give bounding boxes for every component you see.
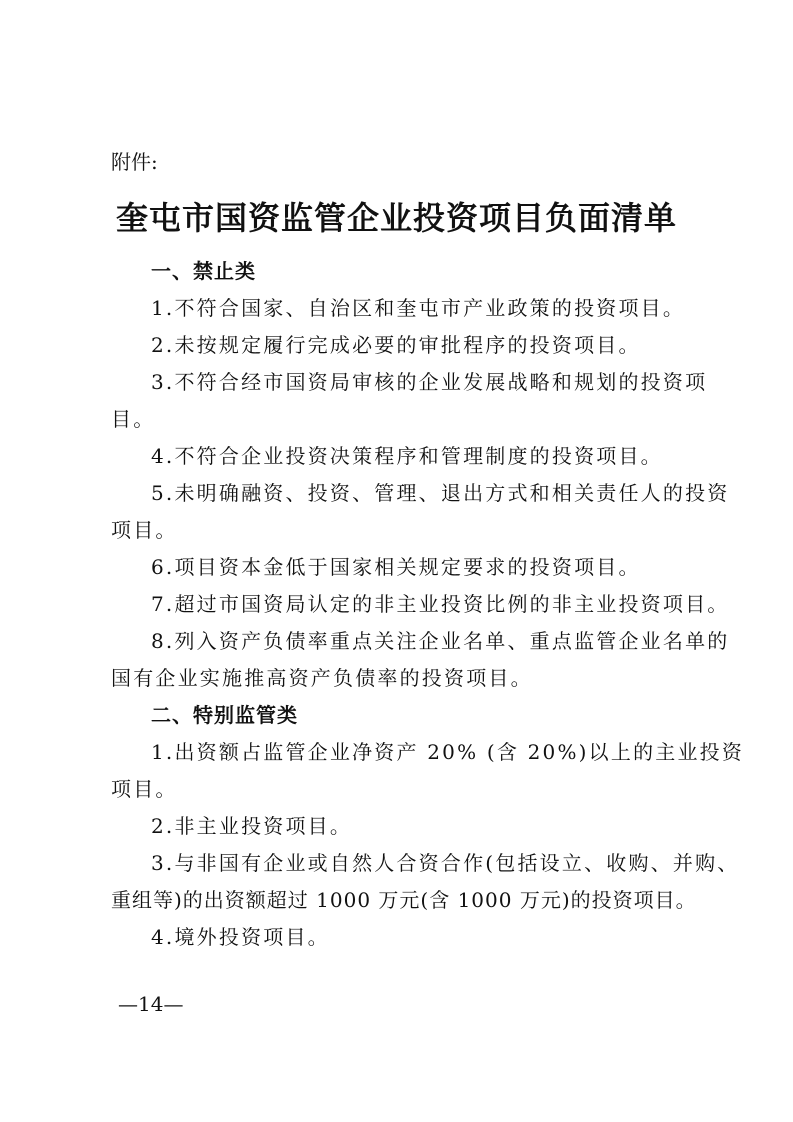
paragraph-line: 4.境外投资项目。 [151, 925, 330, 949]
attachment-label: 附件: [111, 150, 158, 174]
paragraph-line: 1.不符合国家、自治区和奎屯市产业政策的投资项目。 [151, 296, 686, 320]
document-title: 奎屯市国资监管企业投资项目负面清单 [115, 199, 677, 237]
page-number: —14— [118, 992, 184, 1016]
paragraph-line: 6.项目资本金低于国家相关规定要求的投资项目。 [151, 555, 641, 579]
paragraph-line: 3.不符合经市国资局审核的企业发展战略和规划的投资项 [151, 370, 708, 394]
paragraph-line: 1.出资额占监管企业净资产 20% (含 20%)以上的主业投资 [151, 740, 745, 764]
document-body [111, 253, 745, 956]
paragraph-line: 重组等)的出资额超过 1000 万元(含 1000 万元)的投资项目。 [111, 888, 697, 912]
paragraph-line: 目。 [111, 407, 156, 431]
paragraph-line: 5.未明确融资、投资、管理、退出方式和相关责任人的投资 [151, 481, 730, 505]
paragraph-line: 项目。 [111, 518, 178, 542]
section-heading-special-supervision: 二、特别监管类 [151, 703, 298, 727]
section-heading-prohibited: 一、禁止类 [151, 259, 256, 283]
paragraph-line: 2.未按规定履行完成必要的审批程序的投资项目。 [151, 333, 641, 357]
paragraph-line: 4.不符合企业投资决策程序和管理制度的投资项目。 [151, 444, 663, 468]
paragraph-line: 项目。 [111, 777, 178, 801]
paragraph-line: 3.与非国有企业或自然人合资合作(包括设立、收购、并购、 [151, 851, 740, 875]
paragraph-line: 国有企业实施推高资产负债率的投资项目。 [111, 666, 533, 690]
paragraph-line: 7.超过市国资局认定的非主业投资比例的非主业投资项目。 [151, 592, 730, 616]
paragraph-line: 8.列入资产负债率重点关注企业名单、重点监管企业名单的 [151, 629, 730, 653]
paragraph-line: 2.非主业投资项目。 [151, 814, 353, 838]
